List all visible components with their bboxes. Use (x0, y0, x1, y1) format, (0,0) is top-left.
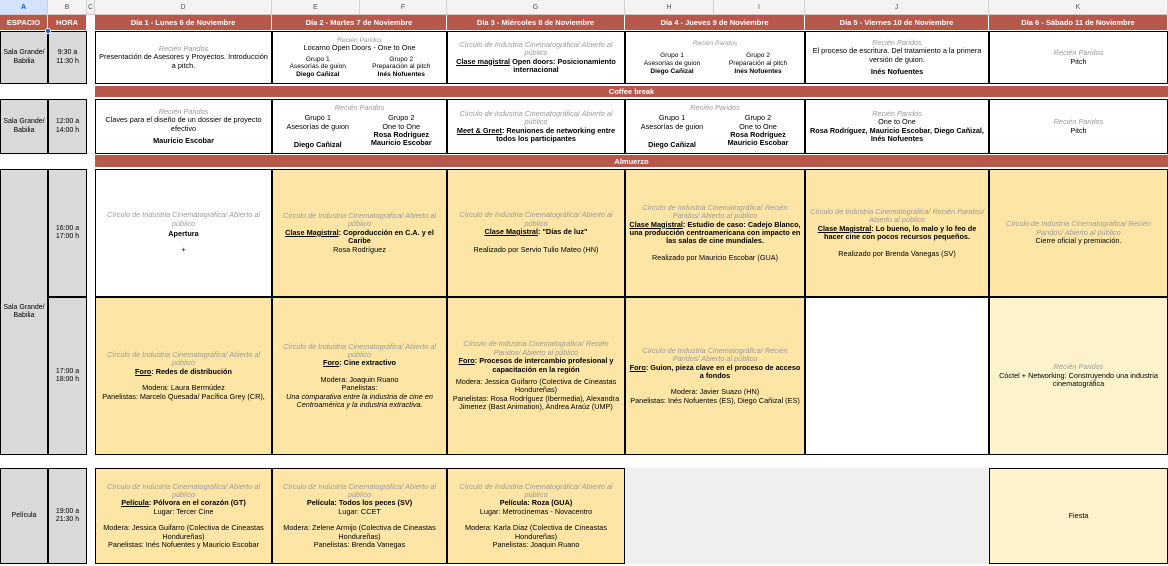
room-cell[interactable] (0, 99, 48, 154)
moderator: Modera: Joaquin Ruano (320, 374, 399, 384)
speaker: Inés Nofuentes (870, 66, 924, 76)
panelists: Panelistas: (341, 383, 378, 393)
session-cell[interactable] (95, 169, 272, 297)
track-label: Recién Paridos (692, 39, 738, 47)
session-type: Clase Magistral (817, 223, 872, 233)
column-header-i[interactable] (714, 0, 805, 15)
session-title: : Reuniones de networking entre todos los participantes (496, 125, 616, 143)
group-label: Grupo 2 (746, 52, 770, 60)
session-cell[interactable] (272, 99, 447, 154)
session-type: Asesorías de guion (643, 60, 701, 67)
session-title: Apertura (168, 229, 199, 238)
moderator: Modera: Laura Bermúdez (142, 383, 225, 393)
session-title: Claves para el diseño de un dossier de proyecto efectivo (105, 115, 262, 133)
track-label: Círculo de Industria Cinematográfica/ Abierto al público (106, 481, 261, 499)
session-title: Fiesta (1068, 510, 1089, 520)
day-header-5 (805, 15, 989, 30)
group-label: Grupo 2 (744, 113, 772, 123)
session-title: Presentación de Asesores y Proyectos. Introducción a pitch. (99, 52, 268, 70)
time-cell[interactable] (48, 468, 87, 564)
day-header-6 (989, 15, 1168, 30)
column-header-k[interactable] (989, 0, 1168, 15)
room-label: Película (11, 511, 37, 519)
group-label: Grupo 1 (658, 113, 686, 123)
hora-label: HORA (55, 18, 79, 27)
empty-cell[interactable] (805, 297, 989, 455)
session-type: Meet & Greet (456, 125, 502, 135)
speaker: Inés Nofuentes (734, 67, 782, 75)
day-label: Día 5 - Viernes 10 de Noviembre (839, 18, 954, 27)
moderator: Modera: Jessica Guifarro (Colectiva de Cineastas Hondureñas) (103, 523, 264, 541)
session-description: Una comparativa entre la industria de cine en Centroamérica y la industria extractiva. (286, 391, 433, 410)
time-cell[interactable] (48, 169, 87, 297)
session-cell[interactable] (272, 31, 447, 84)
session-type: Asesorías de guion (289, 63, 346, 71)
room-label: Sala Grande/ Babilia (3, 118, 45, 134)
group-label: Grupo 2 (389, 55, 414, 63)
day-header-4 (625, 15, 805, 30)
speaker: Diego Cañizal (293, 139, 342, 149)
column-letter: A (20, 3, 27, 11)
panelists: Panelistas: Joaquin Ruano (492, 540, 580, 550)
session-title: Open doors: Posicionamiento internacional (510, 56, 616, 74)
track-label: Recién Paridos (1053, 48, 1104, 58)
day-header-2 (272, 15, 447, 30)
day-label: Día 3 - Miércoles 8 de Noviembre (476, 18, 595, 27)
speaker: Diego Cañizal (296, 70, 340, 78)
session-title: Pitch (1070, 56, 1087, 66)
track-label: Círculo de Industria Cinematográfica/ Abierto al público (459, 39, 613, 58)
session-cell[interactable] (805, 169, 989, 297)
session-cell[interactable] (625, 31, 805, 84)
panelists: Panelistas: Inés Nofuentes (ES), Diego Cañizal (ES) (630, 395, 800, 405)
group-label: Grupo 2 (388, 113, 415, 123)
track-label: Recién Paridos (1053, 362, 1104, 372)
session-type: Foro (458, 356, 475, 366)
espacio-label: ESPACIO (6, 18, 41, 27)
session-type: Clase Magistral (484, 227, 539, 236)
day-header-3 (447, 15, 625, 30)
day-label: Día 4 - Jueves 9 de Noviembre (660, 18, 769, 27)
speaker: Realizado por Mauricio Escobar (GUA) (651, 252, 779, 262)
session-cell[interactable] (989, 169, 1168, 297)
day-label: Día 6 - Sábado 11 de Noviembre (1021, 18, 1135, 27)
speaker: Rosa Rodríguez Mauricio Escobar (727, 129, 789, 148)
speaker: Rosa Rodríguez, Mauricio Escobar, Diego Cañizal, Inés Nofuentes (810, 125, 984, 143)
session-title: Cierre oficial y premiación. (1035, 236, 1122, 246)
session-title: : Pólvora en el corazón (GT) (148, 498, 246, 508)
track-label: Recién Paridos (158, 43, 209, 53)
track-label: Recién Paridos (872, 108, 922, 118)
column-header-e[interactable] (272, 0, 360, 15)
session-type: Asesorías de guion (640, 121, 704, 131)
session-cell[interactable] (447, 169, 625, 297)
track-label: Recién Paridos (1053, 117, 1104, 127)
session-type: One to One (739, 121, 777, 131)
track-label: Círculo de Industria Cinematográfica/ Abierto al público (459, 210, 613, 228)
speaker: Diego Cañizal (650, 67, 694, 75)
track-label: Círculo de Industria Cinematográfica/ Abierto al público (106, 210, 261, 228)
day-label: Día 1 - Lunes 6 de Noviembre (130, 18, 236, 27)
time-label: 16:00 a 17:00 h (55, 224, 80, 240)
session-cell[interactable] (625, 169, 805, 297)
selection-handle[interactable] (45, 28, 51, 34)
moderator: Modera: Zelene Armijo (Colectiva de Cineastas Hondureñas) (283, 523, 436, 541)
session-title: Locarno Open Doors - One to One (303, 43, 416, 53)
session-cell[interactable] (447, 468, 625, 564)
session-title: Cóctel + Networking: Construyendo una industria cinematográfica (999, 370, 1158, 389)
session-title: Pitch (1070, 125, 1087, 135)
session-cell[interactable] (95, 31, 272, 84)
moderator: Modera: Karla Díaz (Colectiva de Cineastas Hondureñas) (465, 523, 607, 541)
room-label: Sala Grande/ Babilia (3, 303, 45, 319)
room-cell[interactable] (0, 169, 48, 455)
session-title: : Estudio de caso: Cadejo Blanco, una producción centroamericana con impacto en las salas de cine mundiales. (629, 219, 801, 246)
track-label: Recién Paridos (334, 102, 385, 112)
column-letter: G (532, 3, 539, 11)
session-type: Foro (629, 362, 646, 372)
track-label: Círculo de Industria Cinematográfica/ Abierto al público (459, 108, 613, 127)
column-header-d[interactable] (95, 0, 272, 15)
session-title: : Coproducción en C.A. y el Caribe (338, 227, 434, 246)
column-letter: E (313, 3, 318, 11)
panelists: Panelistas: Marcelo Quesada/ Pacífica Grey (CR), (102, 391, 265, 401)
session-type: Clase Magistral (629, 219, 683, 229)
track-label: Círculo de Industria Cinematográfica/ Abierto al público (282, 341, 437, 359)
session-title: : "Días de luz" (538, 227, 588, 236)
session-cell[interactable] (95, 99, 272, 154)
plus-sign: + (181, 245, 186, 255)
day-label: Día 2 - Martes 7 de Noviembre (305, 18, 413, 27)
track-label: Recién Paridos (690, 102, 740, 112)
column-letter: D (180, 3, 186, 11)
group-label: Grupo 1 (305, 55, 330, 63)
session-cell[interactable] (989, 31, 1168, 84)
speaker: Rosa Rodríguez Mauricio Escobar (370, 129, 432, 148)
track-label: Círculo de Industria Cinematográfica/ Abierto al público (106, 349, 261, 368)
session-cell[interactable] (447, 31, 625, 84)
column-letter: F (400, 3, 406, 11)
session-type: Foro (135, 366, 152, 376)
room-cell[interactable] (0, 31, 48, 84)
column-header-b[interactable] (48, 0, 87, 15)
session-title: : Guion, pieza clave en el proceso de acceso a fondos (645, 362, 801, 380)
room-label: Sala Grande/ Babilia (3, 49, 45, 65)
session-cell[interactable] (989, 99, 1168, 154)
session-type: Clase Magistral (285, 227, 339, 237)
track-label: Círculo de Industria Cinematográfica/ Recién Paridos/ Abierto al público (463, 339, 609, 357)
time-cell[interactable] (48, 297, 87, 455)
session-cell[interactable] (95, 297, 272, 455)
session-title: : Lo bueno, lo malo y lo feo de hacer cine con pocos recursos pequeños. (824, 223, 977, 242)
session-title: : Cine extractivo (339, 358, 396, 368)
hora-header (48, 15, 87, 30)
lunch-band[interactable] (95, 155, 1168, 167)
session-cell[interactable] (447, 99, 625, 154)
column-letter: B (64, 3, 70, 11)
panelists: Panelistas: Rosa Rodríguez (Ibermedia), Alexandra Jimenez (Bast Animation), Andrea Araúz (UMP) (452, 393, 620, 412)
column-header-j[interactable] (805, 0, 989, 15)
track-label: Círculo de Industria Cinematográfica/ Recién Paridos/ Abierto al público (1005, 219, 1152, 237)
session-type: Clase magistral (456, 56, 511, 66)
session-title: El proceso de escritura. Del tratamiento a la primera versión de guion. (812, 46, 982, 64)
speaker: Realizado por Servio Tulio Mateo (HN) (473, 245, 599, 255)
column-header-h[interactable] (625, 0, 714, 15)
panelists: Panelistas: Inés Nofuentes y Mauricio Escobar (108, 540, 259, 550)
group-label: Grupo 1 (304, 113, 331, 123)
column-letter: C (87, 3, 94, 11)
venue: Lugar: Tercer Cine (153, 506, 214, 516)
session-cell[interactable] (625, 297, 805, 455)
time-label: 17:00 a 18:00 h (55, 367, 80, 383)
column-header-c[interactable] (87, 0, 95, 15)
track-label: Círculo de Industria Cinematográfica/ Recién Paridos/ Abierto al público (810, 206, 984, 225)
track-label: Círculo de Industria Cinematográfica/ Abierto al público (459, 481, 613, 499)
column-letter: I (758, 3, 760, 11)
column-header-a[interactable] (0, 0, 48, 15)
column-letter: H (666, 3, 672, 11)
column-header-f[interactable] (360, 0, 447, 15)
column-letter: J (894, 3, 899, 11)
track-label: Círculo de Industria Cinematográfica/ Abierto al público (282, 481, 437, 499)
band-label: Almuerzo (614, 156, 649, 166)
session-type: Asesorías de guion (286, 121, 349, 131)
session-title: : Redes de distribución (151, 366, 232, 376)
session-cell[interactable] (272, 297, 447, 455)
espacio-header (0, 15, 48, 30)
venue: Lugar: Metrocinemas - Novacentro (479, 506, 593, 516)
moderator: Modera: Javier Suazo (HN) (670, 387, 760, 397)
track-label: Recién Paridos (158, 106, 209, 116)
band-label: Coffee break (608, 87, 655, 96)
moderator: Modera: Jessica Guifarro (Colectiva de Cineastas Hondureñas) (455, 377, 617, 395)
session-cell[interactable] (625, 99, 805, 154)
speaker: Realizado por Brenda Vanegas (SV) (838, 248, 956, 258)
group-label: Grupo 1 (660, 52, 684, 60)
session-cell[interactable] (95, 468, 272, 564)
time-cell[interactable] (48, 31, 87, 84)
session-type: Preparación al pitch (372, 63, 431, 71)
time-label: 9:30 a 11:30 h (56, 49, 79, 65)
session-cell[interactable] (272, 169, 447, 297)
session-title: Película: Todos los peces (SV) (306, 498, 413, 508)
session-title: : Procesos de intercambio profesional y capacitación en la región (474, 356, 614, 374)
coffee-break-band[interactable] (95, 86, 1168, 97)
session-type: One to One (878, 117, 916, 127)
time-label: 12:00 a 14:00 h (55, 118, 80, 134)
speaker: Diego Cañizal (648, 139, 696, 149)
venue: Lugar: CCET (338, 506, 381, 516)
track-label: Círculo de Industria Cinematográfica/ Recién Paridos/ Abierto al público (642, 345, 788, 364)
session-cell[interactable] (805, 99, 989, 154)
session-type: Preparación al pitch (728, 60, 788, 67)
session-type: Foro (323, 358, 340, 368)
speaker: Mauricio Escobar (153, 135, 214, 145)
column-header-g[interactable] (447, 0, 625, 15)
track-label: Recién Paridos (872, 37, 922, 47)
speaker: Rosa Rodríguez (333, 244, 386, 254)
session-cell[interactable] (989, 297, 1168, 455)
day-header-1 (95, 15, 272, 30)
time-label: 19:00 a 21:30 h (55, 507, 80, 523)
time-cell[interactable] (48, 99, 87, 154)
session-cell[interactable] (272, 468, 447, 564)
session-cell[interactable] (805, 31, 989, 84)
session-type: One to One (382, 121, 421, 131)
session-title: Película: Roza (GUA) (499, 498, 573, 508)
track-label: Círculo de Industria Cinematográfica/ Abierto al público (282, 210, 437, 229)
column-letter: K (1075, 3, 1081, 11)
room-cell[interactable] (0, 468, 48, 564)
session-type: Película (121, 498, 149, 508)
empty-cell[interactable] (625, 468, 989, 564)
speaker: Inés Nofuentes (377, 70, 425, 78)
session-cell[interactable] (447, 297, 625, 455)
track-label: Círculo de Industria Cinematográfica/ Recién Paridos/ Abierto al público (642, 202, 788, 221)
panelists: Panelistas: Brenda Vanegas (313, 540, 406, 550)
session-cell[interactable] (989, 468, 1168, 564)
track-label: Recién Paridos (337, 36, 382, 44)
